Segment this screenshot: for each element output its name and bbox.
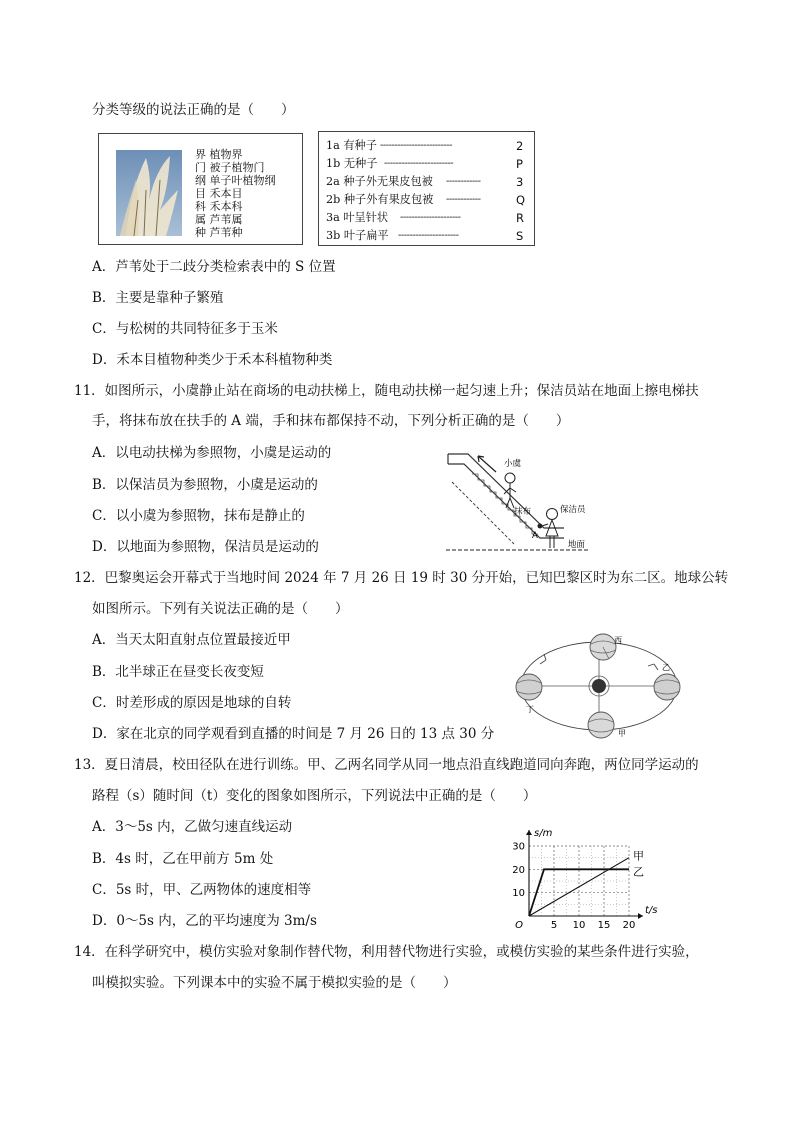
earth-left [516, 674, 542, 700]
key-end-2b: Q [516, 193, 526, 207]
person-label: 小虞 [504, 459, 522, 469]
label-jia: 甲 [618, 729, 626, 738]
key-leader: ------------------------ [384, 158, 454, 169]
cleaner-label: 保洁员 [560, 505, 586, 515]
cloth-mark [538, 524, 543, 529]
label-west: 西 [614, 636, 622, 645]
classification-box [98, 133, 303, 245]
earth-bottom [588, 712, 614, 738]
key-end-1a: 2 [516, 139, 524, 153]
y-axis-arrow [526, 830, 532, 835]
key-end-1b: P [516, 157, 523, 171]
key-leader: ------------------------- [380, 140, 452, 151]
x-tick-label: 15 [597, 920, 611, 931]
q12-stem-line1: 12．巴黎奥运会开幕式于当地时间 2024 年 7 月 26 日 19 时 30 分开始，已知巴黎区时为东二区。地球公转 [74, 570, 729, 586]
class-genus: 属 芦苇属 [195, 213, 243, 226]
y-tick-label: 10 [512, 888, 525, 900]
key-end-3a: R [516, 211, 524, 225]
earth-right [654, 674, 680, 700]
earth-orbit-figure [506, 630, 692, 742]
q13-stem-line2: 路程（s）随时间（t）变化的图象如图所示，下列说法中正确的是（ ） [92, 788, 537, 804]
label-ding: 丁 [526, 705, 534, 714]
ground-label: 地面 [568, 540, 586, 550]
q14-stem-line2: 叫模拟实验。下列课本中的实验不属于模拟实验的是（ ） [92, 975, 457, 991]
key-row-2b: 2b 种子外有果皮包被 [326, 193, 434, 206]
key-leader: ------------ [446, 194, 481, 205]
origin-label: O [515, 920, 523, 931]
label-yi: 乙 [662, 663, 670, 672]
x-tick-label: 20 [622, 920, 636, 931]
q13-option-a[interactable]: A．3～5s 内，乙做匀速直线运动 [92, 819, 293, 835]
q11-option-b[interactable]: B．以保洁员为参照物，小虞是运动的 [92, 477, 318, 493]
x-axis-label: t/s [645, 905, 658, 916]
q12-option-d[interactable]: D．家在北京的同学观看到直播的时间是 7 月 26 日的 13 点 30 分 [92, 726, 495, 742]
key-leader: --------------------- [400, 212, 461, 223]
q12-option-c[interactable]: C．时差形成的原因是地球的自转 [92, 695, 292, 711]
s-t-graph [505, 812, 665, 934]
q11-option-a[interactable]: A．以电动扶梯为参照物，小虞是运动的 [92, 445, 332, 461]
q11-stem-line1: 11．如图所示，小虞静止站在商场的电动扶梯上，随电动扶梯一起匀速上升；保洁员站在地面上擦电梯扶 [74, 383, 699, 399]
chart-axes [526, 830, 643, 919]
y-axis-label: s/m [534, 828, 553, 839]
key-row-2a: 2a 种子外无果皮包被 [326, 175, 433, 188]
q10-option-c[interactable]: C．与松树的共同特征多于玉米 [92, 321, 278, 337]
q14-stem-line1: 14．在科学研究中，模仿实验对象制作替代物，利用替代物进行实验，或模仿实验的某些条件进行实验， [74, 944, 699, 960]
class-class: 纲 单子叶植物纲 [195, 174, 276, 187]
sun [592, 679, 606, 693]
cloth-label: 抹布 [514, 507, 532, 517]
y-tick-label: 30 [512, 841, 525, 853]
q11-option-d[interactable]: D．以地面为参照物，保洁员是运动的 [92, 539, 319, 555]
key-row-3a: 3a 叶呈针状 [326, 211, 389, 224]
escalator-figure [444, 446, 594, 556]
q10-stem-tail: 分类等级的说法正确的是（ ） [92, 102, 295, 118]
q10-option-d[interactable]: D．禾本目植物种类少于禾本科植物种类 [92, 352, 333, 368]
q13-option-d[interactable]: D．0～5s 内，乙的平均速度为 3m/s [92, 913, 317, 929]
key-leader: ------------ [446, 176, 481, 187]
q13-option-c[interactable]: C．5s 时，甲、乙两物体的速度相等 [92, 882, 312, 898]
x-axis-arrow [638, 913, 643, 919]
q10-option-b[interactable]: B．主要是靠种子繁殖 [92, 290, 224, 306]
q12-option-b[interactable]: B．北半球正在昼变长夜变短 [92, 664, 264, 680]
x-tick-label: 10 [572, 920, 586, 931]
class-species: 种 芦苇种 [195, 226, 243, 239]
q12-stem-line2: 如图所示。下列有关说法正确的是（ ） [92, 601, 349, 617]
key-leader: --------------------- [398, 230, 459, 241]
q11-option-c[interactable]: C．以小虞为参照物，抹布是静止的 [92, 508, 305, 524]
series-label-jia: 甲 [633, 849, 644, 863]
q10-option-a[interactable]: A．芦苇处于二歧分类检索表中的 S 位置 [92, 259, 336, 275]
earth-top [590, 634, 616, 660]
q13-stem-line1: 13．夏日清晨，校田径队在进行训练。甲、乙两名同学从同一地点沿直线跑道同向奔跑，两位同学运动的 [74, 757, 699, 773]
point-a-label: A [532, 531, 538, 541]
key-end-2a: 3 [516, 175, 524, 189]
key-row-1b: 1b 无种子 [326, 157, 378, 170]
key-row-3b: 3b 叶子扁平 [326, 229, 389, 242]
q11-stem-line2: 手，将抹布放在扶手的 A 端，手和抹布都保持不动，下列分析正确的是（ ） [92, 413, 570, 429]
q12-option-a[interactable]: A．当天太阳直射点位置最接近甲 [92, 632, 291, 648]
y-tick-label: 20 [512, 864, 525, 876]
reed-photo [116, 150, 182, 236]
key-row-1a: 1a 有种子 [326, 139, 377, 152]
series-label-yi: 乙 [633, 865, 644, 879]
key-end-3b: S [516, 229, 524, 243]
class-kingdom: 界 植物界 [195, 148, 243, 161]
class-family: 科 禾本科 [195, 200, 243, 213]
chart-grid [529, 846, 629, 916]
class-order: 目 禾本目 [195, 187, 243, 200]
q13-option-b[interactable]: B．4s 时，乙在甲前方 5m 处 [92, 851, 274, 867]
class-phylum: 门 被子植物门 [195, 161, 265, 174]
x-tick-label: 5 [550, 920, 558, 931]
